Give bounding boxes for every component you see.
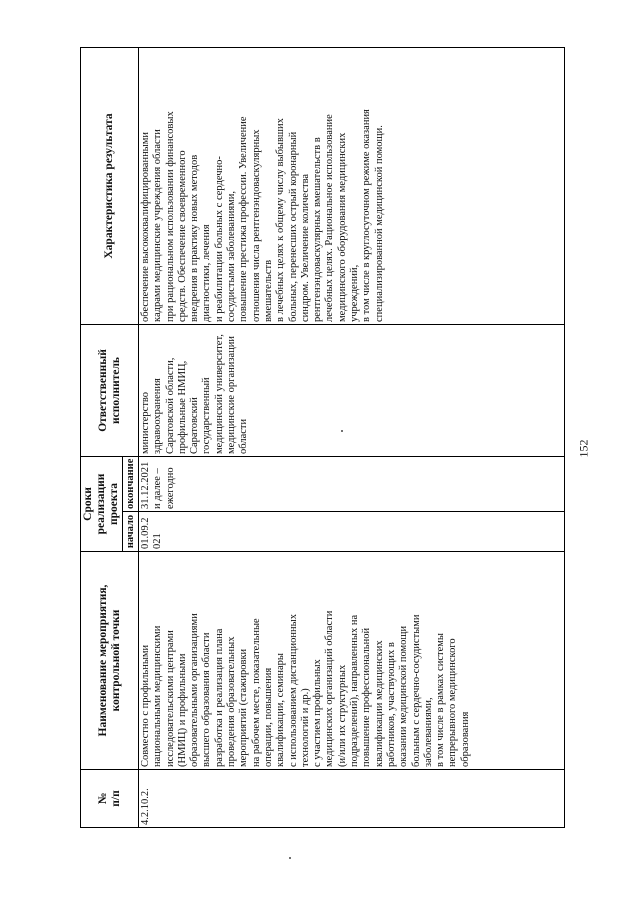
header-responsible: Ответственный исполнитель <box>81 324 139 456</box>
header-start: начало <box>123 512 139 552</box>
header-period: Сроки реализации проекта <box>81 456 123 551</box>
rotated-table-container <box>80 48 565 828</box>
cell-responsible: министерство здравоохранения Саратовской области, профильные НМИЦ, Саратовский государственный медицинский университет, медицинские организации области <box>139 324 565 456</box>
cell-activity: Совместно с профильными национальными медицинскими исследовательскими центрами (НМИЦ) и профильными образовательными организациями высшего образования области разработка и реализация плана проведения образовательных мероприятий (стажировки на рабочем месте, показательные операции, повышения квалификации, семинары с использованием дистанционных технологий и др.) с участием профильных медицинских организаций области (и/или их структурных подразделений), направленных на повышение профессиональной квалификации медицинских работников, участвующих в оказании медицинской помощи больным с сердечно-сосудистыми заболеваниями, в том числе в рамках системы непрерывного медицинского образования <box>139 552 565 770</box>
header-activity: Наименование мероприятия, контрольной точки <box>81 552 139 770</box>
header-end: окончание <box>123 456 139 511</box>
activity-table <box>80 47 565 828</box>
header-number: № п/п <box>81 770 139 828</box>
header-result: Характеристика результата <box>81 47 139 324</box>
table-row <box>139 47 565 827</box>
cell-end: 31.12.2021 и далее – ежегодно <box>139 456 565 511</box>
cell-result: обеспечение высококвалифицированными кадрами медицинские учреждения области при рациональном использовании финансовых средств. Обеспечение своевременного внедрения в практику новых методов диагностики, лечения и реабилитации больных с сердечно- сосудистыми заболеваниями, повышение престижа профессии. Увеличение отношения числа рентгенэндоваскулярных вмешательств в лечебных целях к общему числу выбывших больных, перенесших острый коронарный синдром. Увеличение количества рентгенэндоваскулярных вмешательств в лечебных целях. Рациональное использование медицинского оборудования медицинских учреждений, в том числе в круглосуточном режиме оказания специализированной медицинской помощи. <box>139 47 565 324</box>
cell-start: 01.09.2021 <box>139 512 565 552</box>
cell-number: 4.2.10.2. <box>139 770 565 828</box>
scan-speck <box>289 857 291 859</box>
page-number: 152 <box>576 439 591 458</box>
scan-speck <box>341 430 343 432</box>
